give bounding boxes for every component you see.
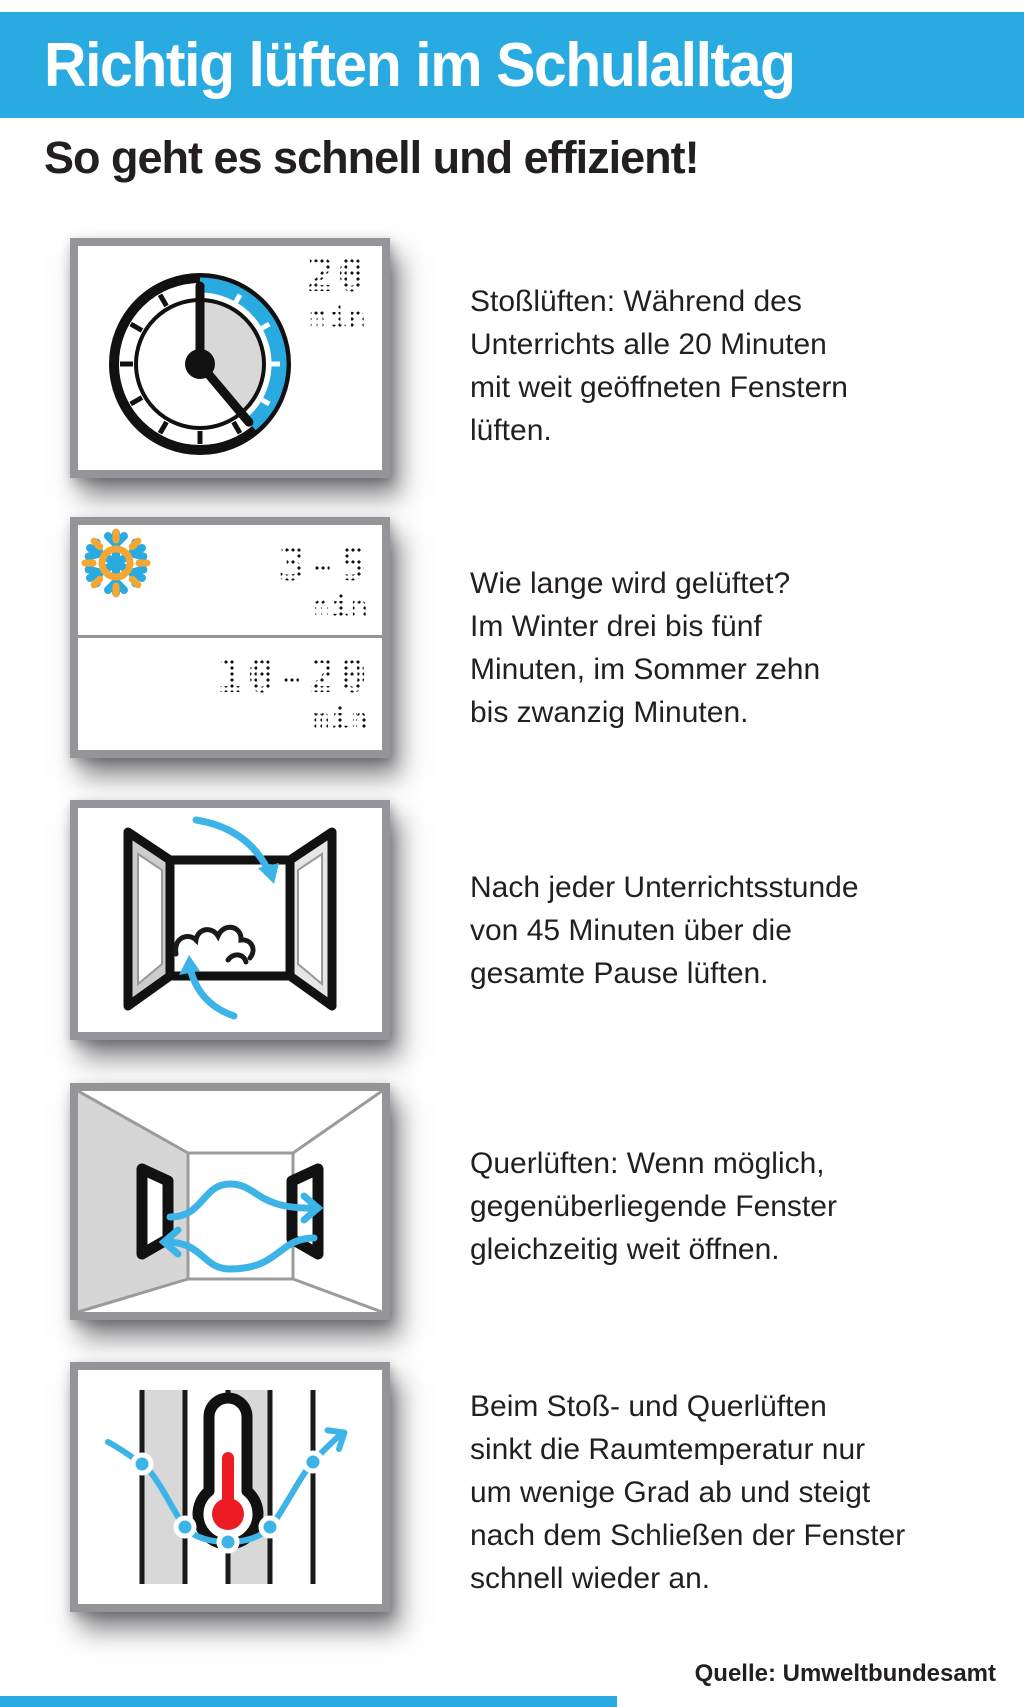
text-line: mit weit geöffneten Fenstern — [470, 371, 848, 404]
text-line: Unterrichts alle 20 Minuten — [470, 328, 827, 361]
timer-unit: min — [307, 304, 368, 333]
text-line: Im Winter drei bis fünf — [470, 610, 762, 643]
icon-box-dauer — [70, 517, 390, 758]
icon-box-stosslueften — [70, 238, 390, 478]
text-line: gesamte Pause lüften. — [470, 957, 769, 990]
text-line: Stoßlüften: Während des — [470, 285, 802, 318]
text-line: gegenüberliegende Fenster — [470, 1190, 837, 1223]
icon-box-pause — [70, 800, 390, 1040]
temperature-curve-icon — [78, 1370, 382, 1604]
text-line: schnell wieder an. — [470, 1562, 711, 1595]
text-line: Beim Stoß- und Querlüften — [470, 1390, 827, 1423]
text-line: bis zwanzig Minuten. — [470, 696, 749, 729]
text-line: um wenige Grad ab und steigt — [470, 1476, 871, 1509]
sun-icon — [78, 525, 154, 601]
row-text-querlueften — [470, 1142, 970, 1271]
timer-display — [306, 248, 368, 335]
row-text-pause — [470, 866, 970, 995]
summer-duration-unit: min — [217, 705, 370, 734]
text-line: Wie lange wird gelüftet? — [470, 567, 791, 600]
source-credit: Quelle: Umweltbundesamt — [694, 1660, 996, 1687]
icon-box-querlueften — [70, 1083, 390, 1320]
page-title: Richtig lüften im Schulalltag — [44, 30, 795, 100]
text-line: von 45 Minuten über die — [470, 914, 792, 947]
panel-divider — [78, 635, 382, 638]
text-line: Nach jeder Unterrichtsstunde — [470, 871, 859, 904]
text-line: nach dem Schließen der Fenster — [470, 1519, 906, 1552]
text-line: gleichzeitig weit öffnen. — [470, 1233, 780, 1266]
timer-value: 20 — [306, 248, 368, 302]
text-line: sinkt die Raumtemperatur nur — [470, 1433, 866, 1466]
open-window-icon — [78, 808, 382, 1032]
summer-duration-display — [216, 649, 370, 736]
subtitle: So geht es schnell und effizient! — [44, 132, 699, 183]
summer-duration-value: 10-20 — [216, 649, 370, 703]
header-band — [0, 12, 1024, 118]
text-line: Querlüften: Wenn möglich, — [470, 1147, 825, 1180]
row-text-dauer — [470, 562, 970, 734]
text-line: Minuten, im Sommer zehn — [470, 653, 821, 686]
cross-ventilation-icon — [78, 1091, 382, 1312]
winter-duration-unit: min — [278, 593, 370, 622]
footer-accent-bar — [0, 1696, 617, 1707]
winter-duration-value: 3-5 — [277, 537, 370, 591]
text-line: lüften. — [470, 414, 552, 447]
row-text-stosslueften — [470, 280, 970, 452]
row-text-temperatur — [470, 1385, 970, 1600]
winter-duration-display — [277, 537, 370, 624]
icon-box-temperatur — [70, 1362, 390, 1612]
